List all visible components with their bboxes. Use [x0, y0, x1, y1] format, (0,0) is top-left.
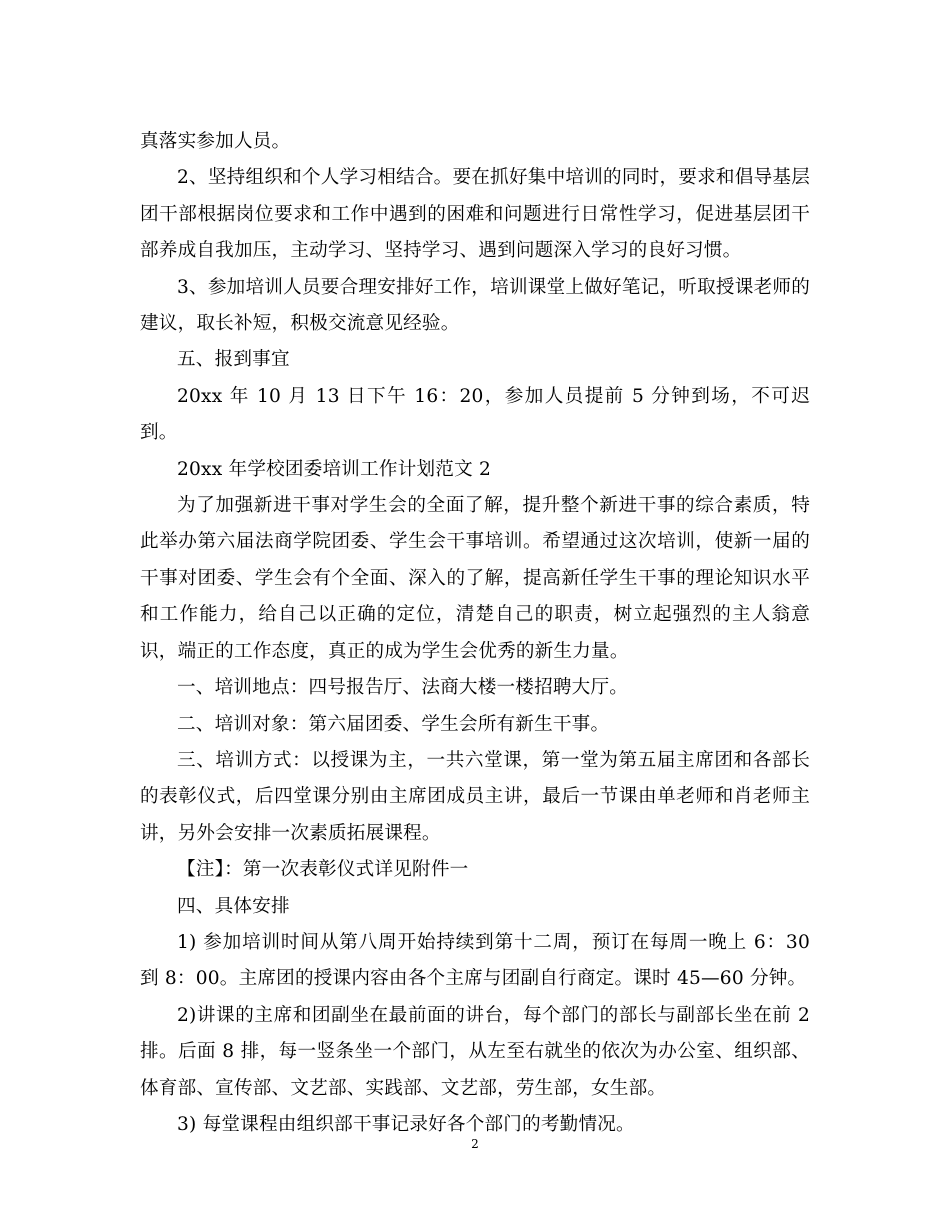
- paragraph-intro: 为了加强新进干事对学生会的全面了解，提升整个新进干事的综合素质，特此举办第六届法商学院团委、学生会干事培训。希望通过这次培训，使新一届的干事对团委、学生会有个全面、深入的了解，提高新任学生干事的理论知识水平和工作能力，给自己以正确的定位，清楚自己的职责，树立起强烈的主人翁意识，端正的工作态度，真正的成为学生会优秀的新生力量。: [140, 495, 810, 662]
- paragraph-arrangement-1: 1) 参加培训时间从第八周开始持续到第十二周，预订在每周一晚上 6：30 到 8：00。主席团的授课内容由各个主席与团副自行商定。课时 45—60 分钟。: [140, 931, 810, 990]
- paragraph-arrangement-3: 3) 每堂课程由组织部干事记录好各个部门的考勤情况。: [177, 1113, 635, 1135]
- paragraph-note: 【注】：第一次表彰仪式详见附件一: [177, 859, 469, 881]
- paragraph-arrangement-2: 2)讲课的主席和团副坐在最前面的讲台，每个部门的部长与副部长坐在前 2 排。后面 8 排，每一竖条坐一个部门，从左至右就坐的依次为办公室、组织部、体育部、宣传部、文艺部、实践部、文艺部，劳生部，女生部。: [140, 1004, 810, 1099]
- paragraph-training-method: 三、培训方式：以授课为主，一共六堂课，第一堂为第五届主席团和各部长的表彰仪式，后四堂课分别由主席团成员主讲，最后一节课由单老师和肖老师主讲，另外会安排一次素质拓展课程。: [140, 749, 810, 844]
- paragraph-registration-time: 20xx 年 10 月 13 日下午 16：20，参加人员提前 5 分钟到场，不可迟到。: [140, 385, 810, 444]
- paragraph-training-location: 一、培训地点：四号报告厅、法商大楼一楼招聘大厅。: [177, 677, 629, 699]
- section-heading-registration: 五、报到事宜: [177, 349, 290, 371]
- paragraph-item-2: 2、坚持组织和个人学习相结合。要在抓好集中培训的同时，要求和倡导基层团干部根据岗位要求和工作中遇到的困难和问题进行日常性学习，促进基层团干部养成自我加压，主动学习、坚持学习、遇到问题深入学习的良好习惯。: [140, 167, 810, 262]
- section-heading-arrangement: 四、具体安排: [177, 895, 290, 917]
- paragraph-continuation: 真落实参加人员。: [140, 131, 291, 152]
- paragraph-item-3: 3、参加培训人员要合理安排好工作，培训课堂上做好笔记，听取授课老师的建议，取长补短，积极交流意见经验。: [140, 276, 810, 335]
- section-title-sample-2: 20xx 年学校团委培训工作计划范文 2: [177, 458, 492, 480]
- document-body: [140, 124, 810, 1143]
- paragraph-training-audience: 二、培训对象：第六届团委、学生会所有新生干事。: [177, 713, 610, 735]
- page-number: 2: [471, 1137, 479, 1151]
